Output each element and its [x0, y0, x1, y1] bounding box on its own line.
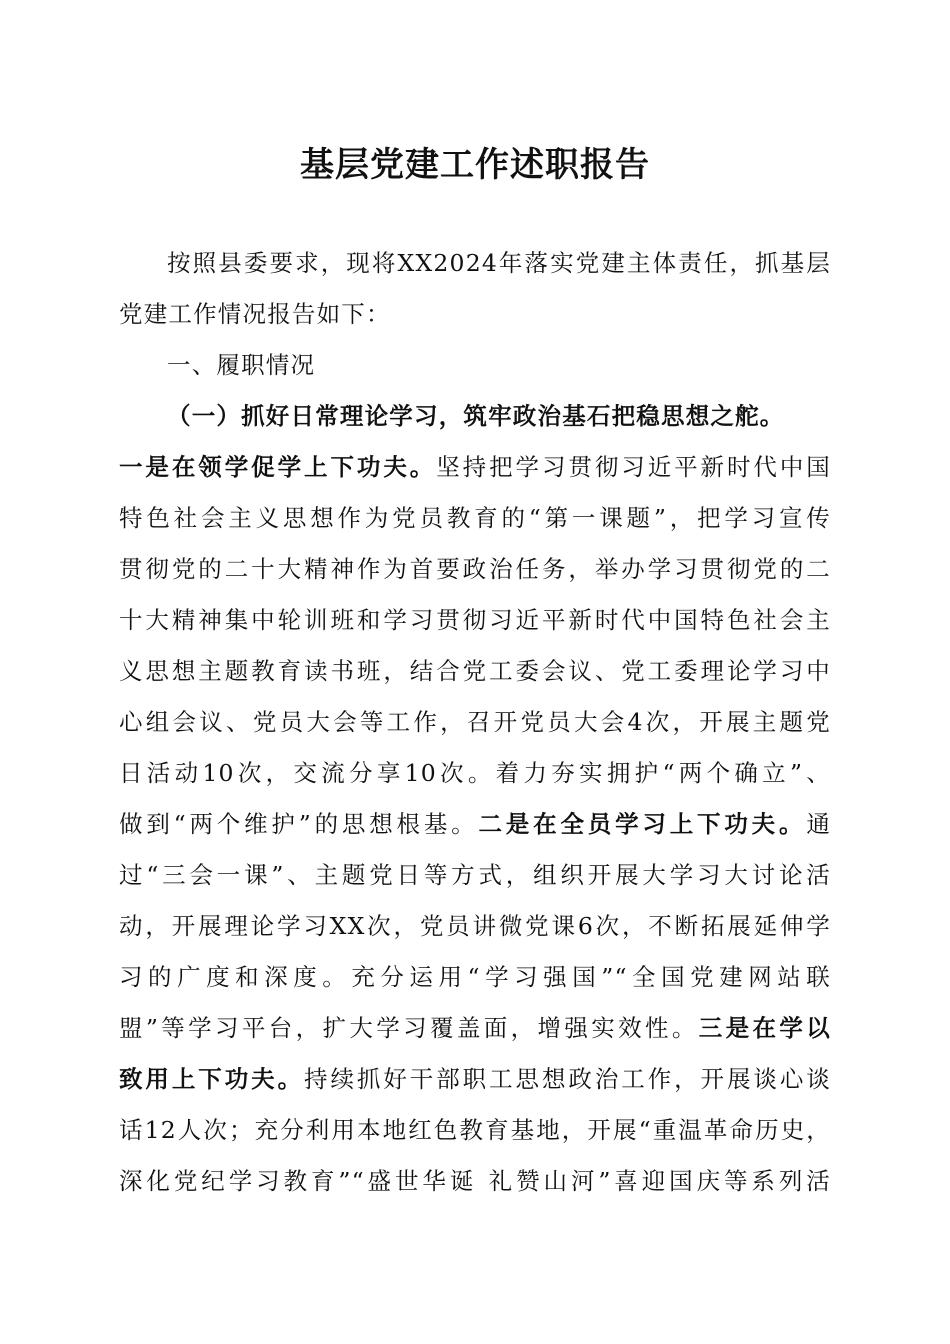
paragraph-line: 动，开展理论学习XX次，党员讲微党课6次，不断拓展延伸学 — [119, 912, 831, 940]
paragraph-line: 心组会议、党员大会等工作，召开党员大会4次，开展主题党 — [119, 708, 831, 736]
bold-lead-3-cont: 致用上下功夫。 — [119, 1065, 305, 1093]
text-run: 做到“两个维护”的思想根基。 — [119, 810, 479, 838]
paragraph-line: 义思想主题教育读书班，结合党工委会议、党工委理论学习中 — [119, 657, 831, 685]
text-run: 坚持把学习贯彻习近平新时代中国 — [436, 453, 831, 481]
paragraph-line — [119, 1054, 831, 1105]
paragraph-line: 过“三会一课”、主题党日等方式，组织开展大学习大讨论活 — [119, 861, 831, 889]
paragraph-line: 贯彻党的二十大精神作为首要政治任务，举办学习贯彻党的二 — [119, 555, 831, 583]
paragraph-line: 特色社会主义思想作为党员教育的“第一课题”，把学习宣传 — [119, 504, 831, 532]
paragraph-line: 日活动10次，交流分享10次。着力夯实拥护“两个确立”、 — [119, 759, 831, 787]
bold-lead-1: 一是在领学促学上下功夫。 — [119, 453, 437, 481]
paragraph-line: 十大精神集中轮训班和学习贯彻习近平新时代中国特色社会主 — [119, 606, 831, 634]
paragraph-line — [119, 799, 831, 850]
text-run: 通 — [806, 810, 831, 838]
text-run: 持续抓好干部职工思想政治工作，开展谈心谈 — [304, 1065, 831, 1093]
bold-lead-3: 三是在学以 — [698, 1014, 831, 1042]
intro-line-2: 党建工作情况报告如下： — [119, 300, 391, 328]
paragraph-line: 话12人次；充分利用本地红色教育基地，开展“重温革命历史， — [119, 1116, 831, 1144]
bold-lead-2: 二是在全员学习上下功夫。 — [478, 810, 807, 838]
document-body — [119, 238, 831, 1207]
document-title: 基层党建工作述职报告 — [300, 145, 650, 185]
section-heading-1: 一、履职情况 — [167, 351, 316, 379]
subsection-heading-1: （一）抓好日常理论学习，筑牢政治基石把稳思想之舵。 — [167, 402, 785, 430]
paragraph-line: 习的广度和深度。充分运用“学习强国”“全国党建网站联 — [119, 963, 831, 991]
intro-line-1: 按照县委要求，现将XX2024年落实党建主体责任，抓基层 — [167, 249, 831, 277]
text-run: 盟”等学习平台，扩大学习覆盖面，增强实效性。 — [119, 1014, 699, 1042]
paragraph-line — [119, 1003, 831, 1054]
paragraph-line: 深化党纪学习教育”“盛世华诞 礼赞山河”喜迎国庆等系列活 — [119, 1167, 831, 1195]
paragraph-line — [119, 442, 831, 493]
